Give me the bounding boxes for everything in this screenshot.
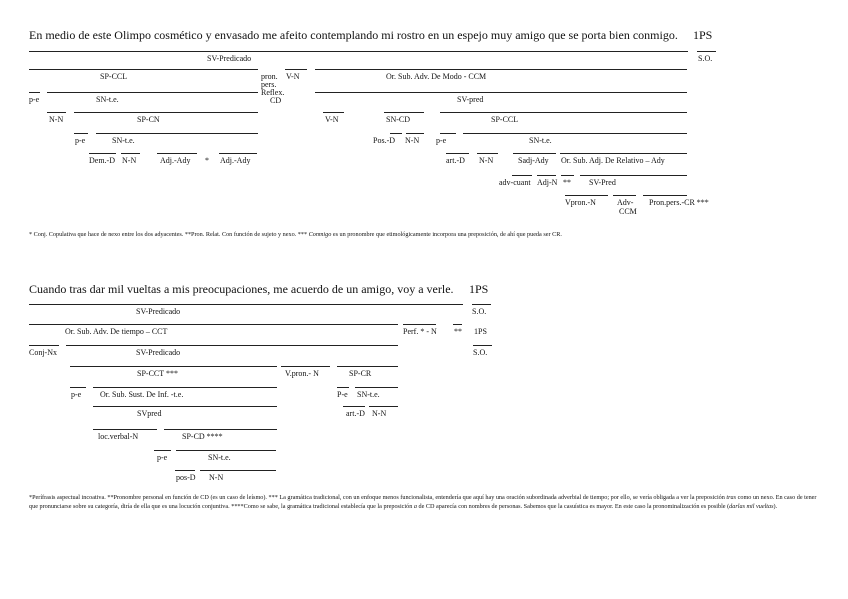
tree-line [315,92,687,93]
star-label: ** [454,327,462,336]
tree-line [565,195,608,196]
tree-line [29,92,40,93]
tree-line [512,175,532,176]
adv-cuant-label: adv-cuant [499,178,531,187]
tree-line [390,133,402,134]
tag-1ps-label: 1PS [474,327,487,336]
tree-line [384,112,424,113]
tree-line [29,304,463,305]
pos-d-label: Pos.-D [373,136,396,145]
tree-line [446,153,469,154]
tree-line [70,366,277,367]
tree-line [323,112,344,113]
sv-pred-label: SVpred [137,409,162,418]
sn-te-label: SN-t.e. [357,390,380,399]
sp-cct-label: SP-CCT *** [137,369,178,378]
tree-line [561,175,574,176]
tree-line [29,51,688,52]
n-n-label: N-N [405,136,420,145]
tree-line [315,69,687,70]
tree-line [121,153,140,154]
adj-ady-label: Adj.-Ady [160,156,191,165]
tree-line [453,324,462,325]
tree-line [697,51,716,52]
tree-line [513,153,556,154]
sentence-1: En medio de este Olimpo cosmético y envasado me afeito contemplando mi rostro en un espejo muy amigo que se porta bien conmigo. [29,28,678,42]
sv-predicado-label: SV-Predicado [136,348,181,357]
sadj-ady-label: Sadj-Ady [518,156,549,165]
sv-pred-label: SV-Pred [589,178,616,187]
sn-te-label: SN-t.e. [208,453,231,462]
perif-label: Perf. * - N [403,327,437,336]
subject-tag-2: 1PS [469,282,489,296]
conj-nx-label: Conj-Nx [29,348,57,357]
or-sub-relativo-label: Or. Sub. Adj. De Relativo – Ady [561,156,665,165]
tree-line [157,153,197,154]
footnote-2: *Perífrasis aspectual incoativa. **Pronombre personal en función de CD (es un caso de leísmo). *** La gramática tradicional, con un enfoque menos funcionalista, entendería que aquí hay una oración subordinada adverbial de tiempo; por ello, se vería obligada a ver la preposición tras como un nexo. En caso de tener que pronunciarse sobre su categoría, diría de ella que es una locución conjuntiva. ****Como se sabe, la gramática tradicional establecía que la preposición a de CD aparecía con nombres de personas. Sabemos que la casuística es mayor. En este caso la pronominalización es posible (darlas mil vueltas). [29,494,817,510]
tree-line [337,366,398,367]
tree-line [406,133,424,134]
or-sub-sust-label: Or. Sub. Sust. De Inf. -t.e. [100,390,184,399]
tree-line [66,345,398,346]
sn-te-label: SN-t.e. [112,136,135,145]
tree-line [473,345,492,346]
tree-line [560,153,687,154]
sv-predicado-label: SV-Predicado [207,54,252,63]
n-n-label: N-N [372,409,387,418]
tree-line [93,429,157,430]
footnote-1: * Conj. Copulativa que hace de nexo entre los dos adyacentes. **Pron. Relat. Con función de sujeto y nexo. *** Conmigo es un pronombre que etimológicamente incorpora una preposición, de ahí que pueda ser CR. [29,231,562,238]
n-n-label: N-N [122,156,137,165]
v-n-label: V-N [325,115,339,124]
so-label: S.O. [472,307,487,316]
or-sub-tiempo-label: Or. Sub. Adv. De tiempo – CCT [65,327,168,336]
sn-te-label: SN-t.e. [529,136,552,145]
tree-line [47,92,258,93]
sp-cn-label: SP-CN [137,115,160,124]
p-e-label: p-e [71,390,82,399]
sp-cd-label: SP-CD **** [182,432,223,441]
subject-tag-1: 1PS [693,28,713,42]
art-d-label: art.-D [346,409,365,418]
sn-te-label: SN-t.e. [96,95,119,104]
reflex-label: Reflex. [261,88,285,97]
tree-line [93,406,277,407]
so-label: S.O. [698,54,713,63]
tree-line [613,195,636,196]
so-label: S.O. [473,348,488,357]
p-e-label: p-e [436,136,447,145]
cd-label: CD [270,96,282,105]
tree-line [463,133,687,134]
tree-line [643,195,687,196]
tree-line [440,112,687,113]
tree-line [369,406,398,407]
tree-line [29,345,59,346]
tree-line [29,324,398,325]
tree-line [93,387,277,388]
pers-label: pers. [261,80,277,89]
tree-line [74,112,258,113]
tree-line [403,324,436,325]
tree-line [337,387,349,388]
p-e-label: p-e [29,95,40,104]
loc-verbal-label: loc.verbal-N [98,432,139,441]
ccm-label: CCM [619,207,637,216]
tree-line [355,387,398,388]
tree-line [200,470,276,471]
tree-line [580,175,687,176]
v-pron-n-label: V.pron.- N [285,369,319,378]
sp-cr-label: SP-CR [349,369,372,378]
v-n-label: V-N [286,72,300,81]
n-n-label: N-N [209,473,224,482]
adj-n-label: Adj-N [537,178,558,187]
conj-star-label: * [205,156,209,165]
tree-line [29,69,258,70]
p-e-label: p-e [157,453,168,462]
sp-ccl-label: SP-CCL [100,72,128,81]
tree-line [154,450,171,451]
sentence-2: Cuando tras dar mil vueltas a mis preocupaciones, me acuerdo de un amigo, voy a verle. [29,282,454,296]
p-e-label: p-e [75,136,86,145]
adv-label: Adv- [617,198,634,207]
tree-line [472,304,491,305]
adj-ady-label: Adj.-Ady [220,156,251,165]
sv-pred-label: SV-pred [457,95,484,104]
p-e-label: P-e [337,390,348,399]
tree-line [343,406,365,407]
pron-label: pron. [261,72,278,81]
relative-star-label: ** [563,178,571,187]
tree-line [281,366,330,367]
tree-line [537,175,556,176]
art-d-label: art.-D [446,156,465,165]
tree-line [219,153,257,154]
tree-line [70,387,86,388]
tree-line [96,133,258,134]
tree-line [285,69,307,70]
tree-line [175,470,195,471]
pos-d-label: pos-D [176,473,196,482]
tree-line [47,112,66,113]
tree-line [440,133,456,134]
tree-line [477,153,498,154]
sn-cd-label: SN-CD [386,115,411,124]
tree-line [164,429,277,430]
sp-ccl-label: SP-CCL [491,115,519,124]
n-n-label: N-N [49,115,64,124]
v-pron-n-label: Vpron.-N [565,198,596,207]
n-n-label: N-N [479,156,494,165]
tree-line [89,153,116,154]
dem-d-label: Dem.-D [89,156,115,165]
sv-predicado-label: SV-Predicado [136,307,181,316]
tree-line [74,133,88,134]
tree-line [176,450,276,451]
or-sub-modo-label: Or. Sub. Adv. De Modo - CCM [386,72,487,81]
pron-pers-cr-label: Pron.pers.-CR *** [649,198,709,207]
